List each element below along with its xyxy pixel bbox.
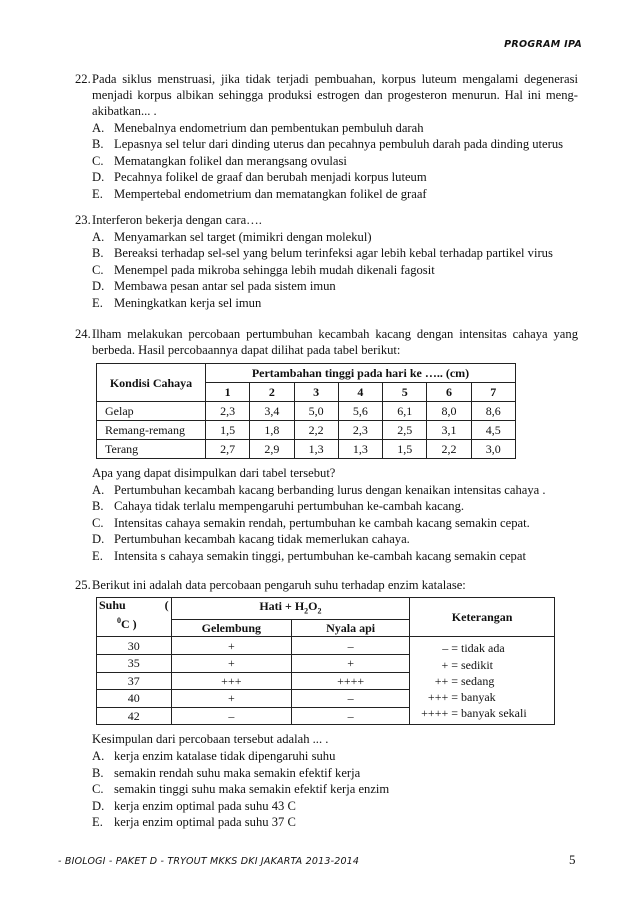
header-pertambahan: Pertambahan tinggi pada hari ke ….. (cm) — [206, 364, 516, 383]
growth-table — [96, 363, 516, 459]
option-e: E. Mempertebal endometrium dan mematangkan folikel de graaf — [92, 186, 427, 201]
option-b: B. semakin rendah suhu maka semakin efektif kerja — [92, 765, 361, 780]
header-kondisi: Kondisi Cahaya — [97, 364, 206, 402]
question-text: Ilham melakukan percobaan pertumbuhan kecambah kacang dengan intensitas cahaya yang berbeda. Hasil percobaannya dapat dilihat pada tabel berikut: — [92, 327, 578, 357]
option-d: D. Membawa pesan antar sel pada sistem imun — [92, 279, 336, 294]
question-number: 25. — [75, 578, 91, 592]
option-e: E. Intensita s cahaya semakin tinggi, pertumbuhan ke-cambah kacang semakin cepat — [92, 548, 526, 563]
option-b: B. Lepasnya sel telur dari dinding uterus dan pecahnya pembuluh darah pada dinding uterus — [92, 137, 564, 152]
option-a: A. Menebalnya endometrium dan pembentukan pembuluh darah — [92, 121, 424, 135]
table-row: 40 + – — [97, 690, 555, 708]
header-day: 7 — [471, 383, 515, 402]
options-list — [92, 229, 578, 311]
option-d: D. kerja enzim optimal pada suhu 43 C — [92, 798, 296, 813]
options-list — [92, 482, 578, 564]
header-day: 5 — [383, 383, 427, 402]
question-number: 24. — [75, 327, 91, 341]
header-gelembung: Gelembung — [171, 620, 291, 637]
header-hati: Hati + $H_2O_2$ — [171, 598, 410, 620]
option-a: A. kerja enzim katalase tidak dipengaruhi suhu — [92, 749, 336, 764]
header-suhu: Suhu ( $^0$C ) — [97, 598, 172, 637]
question-25 — [76, 577, 578, 830]
question-number: 23. — [75, 213, 91, 227]
legend: – = tidak ada + = sedikit ++ = sedang +++ = banyak ++++ = banyak sekali — [410, 637, 555, 725]
option-c: C. semakin tinggi suhu maka semakin efektif kerja enzim — [92, 782, 390, 797]
footer-text: - BIOLOGI - PAKET D - TRYOUT MKKS DKI JAKARTA 2013-2014 — [58, 856, 360, 867]
question-23 — [76, 212, 578, 311]
question-24 — [76, 326, 578, 564]
options-list — [92, 748, 578, 830]
question-number: 22. — [75, 72, 91, 86]
question-text: Berikut ini adalah data percobaan pengaruh suhu terhadap enzim katalase: — [92, 578, 466, 592]
header-day: 2 — [250, 383, 294, 402]
table-row: 30 + – – = tidak ada + = sedikit ++ = sedang +++ = banyak ++++ = banyak sekali — [97, 637, 555, 655]
page-number: 5 — [569, 852, 576, 867]
option-c: C. Intensitas cahaya semakin rendah, pertumbuhan ke cambah kacang semakin cepat. — [92, 515, 530, 530]
table-row: Gelap 2,3 3,4 5,0 5,6 6,1 8,0 8,6 — [97, 402, 516, 421]
program-header: PROGRAM IPA — [504, 39, 582, 50]
option-a: A. Pertumbuhan kecambah kacang berbanding lurus dengan kenaikan intensitas cahaya . — [92, 483, 546, 497]
header-day: 6 — [427, 383, 471, 402]
option-e: E. kerja enzim optimal pada suhu 37 C — [92, 815, 296, 830]
table-row: 42 – – — [97, 707, 555, 725]
question-prompt: Apa yang dapat disimpulkan dari tabel tersebut? — [92, 466, 336, 480]
header-nyala: Nyala api — [292, 620, 410, 637]
table-row: 35 + + — [97, 654, 555, 672]
question-22 — [76, 71, 578, 202]
options-list — [92, 120, 578, 202]
question-text: Pada siklus menstruasi, jika tidak terjadi pembuahan, korpus luteum mengalami degenerasi menjadi korpus albikan sehingga produksi estrogen dan progesteron menurun. Hal ini meng-akibatkan... . — [92, 72, 578, 118]
option-b: B. Bereaksi terhadap sel-sel yang belum terinfeksi agar lebih kebal terhadap partikel virus — [92, 246, 553, 261]
option-c: C. Menempel pada mikroba sehingga lebih mudah dikenali fagosit — [92, 262, 435, 277]
question-text: Interferon bekerja dengan cara…. — [92, 213, 262, 227]
header-day: 1 — [206, 383, 250, 402]
table-row: 37 +++ ++++ — [97, 672, 555, 690]
header-day: 4 — [338, 383, 382, 402]
option-a: A. Menyamarkan sel target (mimikri dengan molekul) — [92, 230, 372, 244]
header-day: 3 — [294, 383, 338, 402]
option-d: D. Pecahnya folikel de graaf dan berubah menjadi korpus luteum — [92, 170, 427, 185]
question-prompt: Kesimpulan dari percobaan tersebut adalah ... . — [92, 732, 329, 747]
table-row: Terang 2,7 2,9 1,3 1,3 1,5 2,2 3,0 — [97, 440, 516, 459]
option-b: B. Cahaya tidak terlalu mempengaruhi pertumbuhan ke-cambah kacang. — [92, 499, 465, 514]
header-keterangan: Keterangan — [410, 598, 555, 637]
option-c: C. Mematangkan folikel dan merangsang ovulasi — [92, 153, 347, 168]
table-row: Remang-remang 1,5 1,8 2,2 2,3 2,5 3,1 4,5 — [97, 421, 516, 440]
option-e: E. Meningkatkan kerja sel imun — [92, 295, 262, 310]
option-d: D. Pertumbuhan kecambah kacang tidak memerlukan cahaya. — [92, 532, 410, 547]
enzyme-table — [96, 597, 555, 725]
